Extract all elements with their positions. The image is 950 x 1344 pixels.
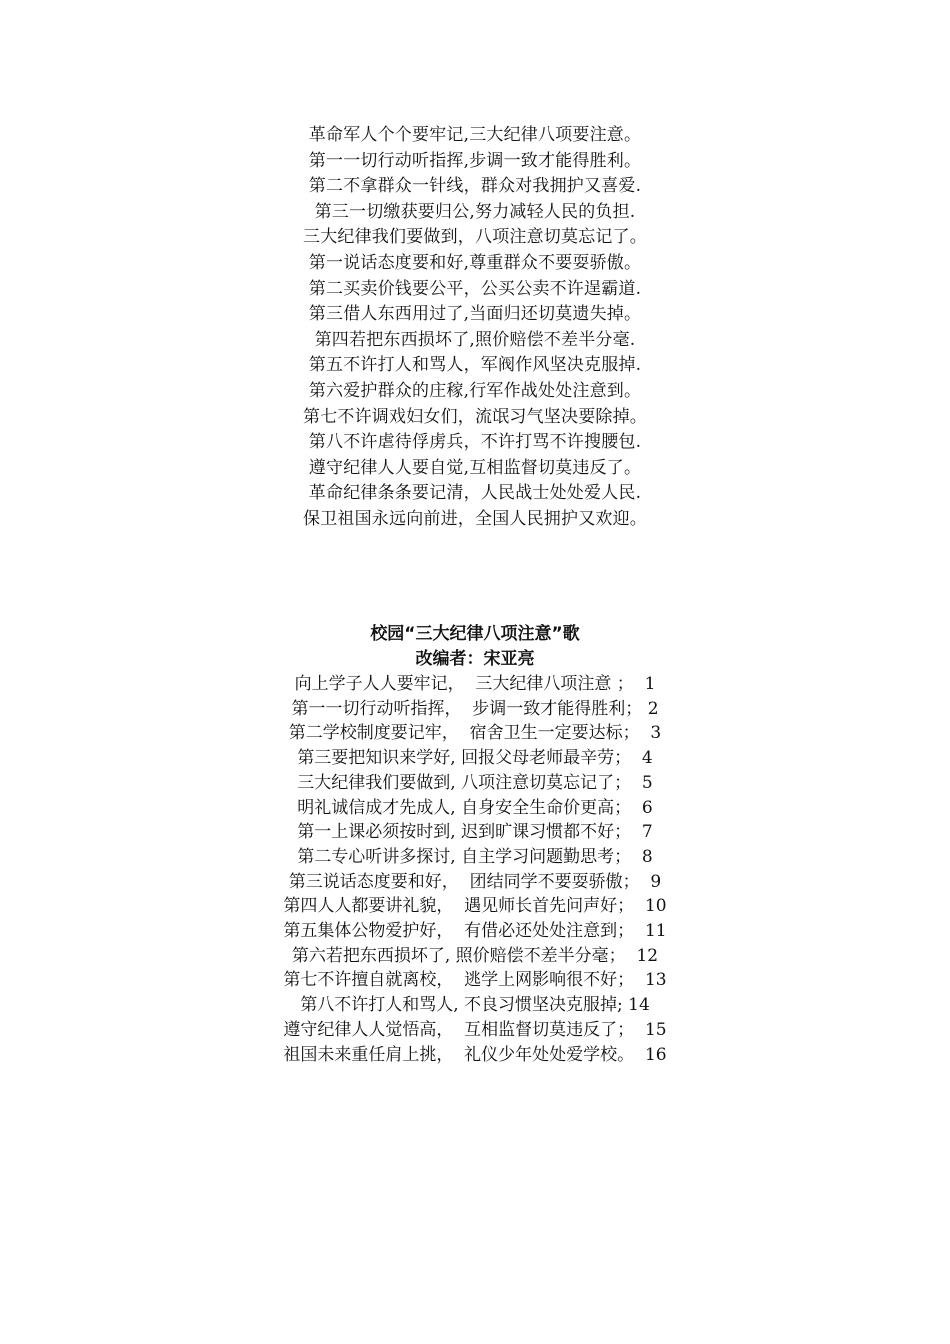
numbered-lyric-line: 向上学子人人要牢记， 三大纪律八项注意 ； 1 [294, 674, 656, 694]
lyric-line: 第一说话态度要和好,尊重群众不要耍骄傲。 [308, 252, 642, 273]
numbered-lyric-line: 第六若把东西损坏了, 照价赔偿不差半分毫； 12 [291, 945, 659, 966]
song-title: 校园“三大纪律八项注意”歌 [370, 624, 580, 644]
lyric-line: 三大纪律我们要做到，八项注意切莫忘记了。 [303, 227, 647, 248]
numbered-lyric-line: 第三要把知识来学好, 回报父母老师最辛劳； 4 [297, 748, 653, 769]
numbered-lyric-line: 第二学校制度要记牢， 宿舍卫生一定要达标； 3 [288, 723, 662, 744]
numbered-lyric-line: 第四人人都要讲礼貌， 遇见师长首先问声好； 10 [283, 896, 667, 917]
lyric-line: 第二不拿群众一针线，群众对我拥护又喜爱. [308, 176, 642, 197]
numbered-lyric-line: 明礼诚信成才先成人, 自身安全生命价更高； 6 [297, 797, 653, 818]
lyric-line: 革命军人个个要牢记,三大纪律八项要注意。 [308, 125, 642, 145]
lyric-line: 保卫祖国永远向前进，全国人民拥护又欢迎。 [303, 508, 647, 529]
lyric-line: 第三一切缴获要归公,努力减轻人民的负担. [314, 201, 636, 222]
lyric-line: 第五不许打人和骂人，军阀作风坚决克服掉. [308, 355, 642, 376]
numbered-lyric-line: 第八不许打人和骂人, 不良习惯坚决克服掉; 14 [300, 995, 650, 1016]
song-author: 改编者：宋亚亮 [415, 649, 535, 669]
song-two-lyrics [0, 622, 950, 1067]
numbered-lyric-line: 祖国未来重任肩上挑， 礼仪少年处处爱学校。 16 [283, 1044, 667, 1065]
song-one-lyrics [0, 123, 950, 533]
lyric-line: 革命纪律条条要记清，人民战士处处爱人民. [308, 483, 642, 504]
lyric-line: 第八不许虐待俘虏兵，不许打骂不许搜腰包. [308, 432, 642, 453]
numbered-lyric-line: 第二专心听讲多探讨, 自主学习问题勤思考； 8 [297, 846, 653, 867]
lyric-line: 第四若把东西损坏了,照价赔偿不差半分毫. [314, 329, 636, 350]
numbered-lyric-line: 第一上课必须按时到, 迟到旷课习惯都不好； 7 [297, 822, 653, 843]
numbered-lyric-line: 遵守纪律人人觉悟高， 互相监督切莫违反了； 15 [283, 1019, 667, 1040]
numbered-lyric-line: 第五集体公物爱护好， 有借必还处处注意到； 11 [283, 921, 667, 942]
lyric-line: 第二买卖价钱要公平，公买公卖不许逞霸道. [308, 278, 642, 299]
lyric-line: 第七不许调戏妇女们，流氓习气坚决要除掉。 [303, 406, 647, 427]
numbered-lyric-line: 第三说话态度要和好， 团结同学不要耍骄傲； 9 [288, 871, 662, 892]
lyric-line: 第一一切行动听指挥,步调一致才能得胜利。 [308, 150, 642, 171]
lyric-line: 第三借人东西用过了,当面归还切莫遗失掉。 [308, 304, 642, 325]
numbered-lyric-line: 第一一切行动听指挥， 步调一致才能得胜利； 2 [291, 698, 659, 719]
numbered-lyric-line: 三大纪律我们要做到, 八项注意切莫忘记了； 5 [297, 772, 653, 793]
lyric-line: 第六爱护群众的庄稼,行军作战处处注意到。 [308, 380, 642, 401]
numbered-lyric-line: 第七不许擅自就离校， 逃学上网影响很不好； 13 [283, 970, 667, 991]
lyric-line: 遵守纪律人人要自觉,互相监督切莫违反了。 [308, 457, 642, 478]
